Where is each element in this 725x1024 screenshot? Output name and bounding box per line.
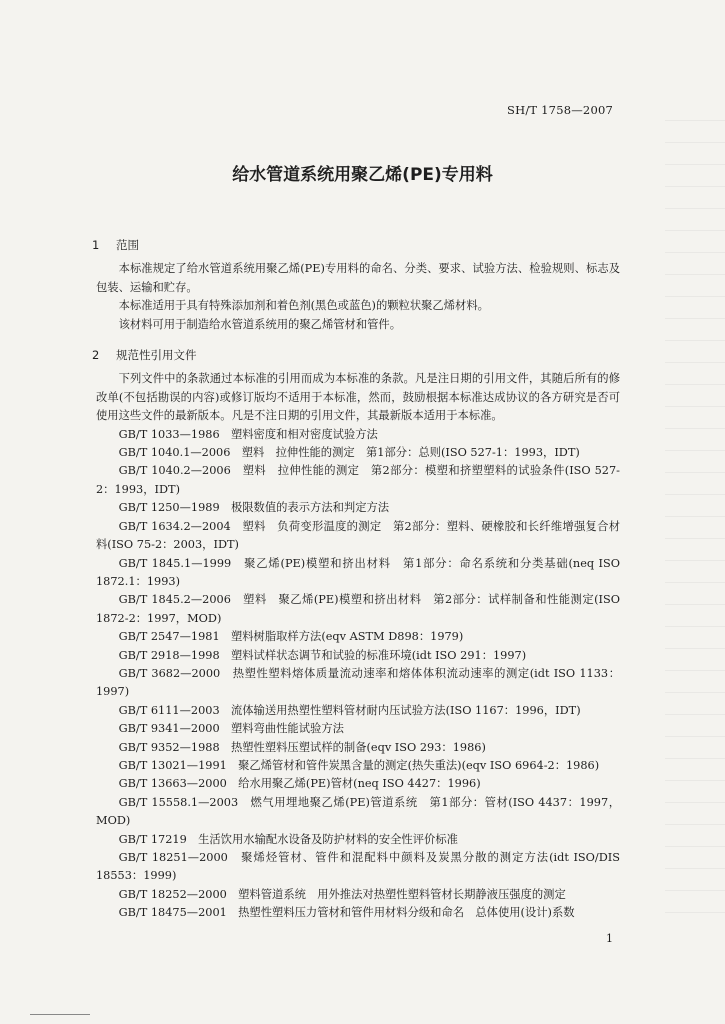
reference-item: GB/T 1634.2—2004 塑料 负荷变形温度的测定 第2部分：塑料、硬橡胶和长纤维增强复合材料(ISO 75-2：2003，IDT) [96, 519, 620, 552]
standard-code: SH/T 1758—2007 [507, 103, 613, 117]
reference-item: GB/T 9352—1988 热塑性塑料压塑试样的制备(eqv ISO 293：1986) [118, 740, 486, 754]
reference-list [96, 426, 620, 923]
scope-paragraph: 该材料可用于制造给水管道系统用的聚乙烯管材和管件。 [118, 317, 402, 331]
reference-item: GB/T 1033—1986 塑料密度和相对密度试验方法 [118, 427, 378, 441]
footer-rule [30, 1014, 90, 1015]
scan-edge-artifact [665, 120, 725, 920]
document-body [92, 232, 620, 923]
reference-item: GB/T 18252—2000 塑料管道系统 用外推法对热塑性塑料管材长期静液压强度的测定 [118, 887, 566, 901]
reference-item: GB/T 1040.2—2006 塑料 拉伸性能的测定 第2部分：模塑和挤塑塑料的试验条件(ISO 527-2：1993，IDT) [96, 464, 620, 496]
scope-paragraph: 本标准适用于具有特殊添加剂和着色剂(黑色或蓝色)的颗粒状聚乙烯材料。 [118, 299, 489, 313]
section-heading-scope [92, 236, 620, 254]
reference-item: GB/T 1845.2—2006 塑料 聚乙烯(PE)模塑和挤出材料 第2部分：试样制备和性能测定(ISO 1872-2：1997，MOD) [96, 593, 620, 625]
section-title: 规范性引用文件 [116, 348, 197, 363]
section-number: 2 [92, 348, 100, 363]
reference-item: GB/T 6111—2003 流体输送用热塑性塑料管材耐内压试验方法(ISO 1167：1996，IDT) [118, 703, 581, 717]
reference-item: GB/T 1040.1—2006 塑料 拉伸性能的测定 第1部分：总则(ISO 527-1：1993，IDT) [118, 446, 580, 460]
section-heading-normative-references [92, 346, 620, 364]
reference-item: GB/T 18251—2000 聚烯烃管材、管件和混配料中颜料及炭黑分散的测定方法(idt ISO/DIS 18553：1999) [96, 851, 620, 883]
reference-item: GB/T 15558.1—2003 燃气用埋地聚乙烯(PE)管道系统 第1部分：管材(ISO 4437：1997，MOD) [96, 795, 620, 828]
reference-item: GB/T 1845.1—1999 聚乙烯(PE)模塑和挤出材料 第1部分：命名系统和分类基础(neq ISO 1872.1：1993) [96, 556, 620, 588]
reference-item: GB/T 9341—2000 塑料弯曲性能试验方法 [118, 722, 344, 736]
section-number: 1 [92, 238, 100, 252]
section-title: 范围 [116, 238, 139, 252]
scope-paragraph: 本标准规定了给水管道系统用聚乙烯(PE)专用料的命名、分类、要求、试验方法、检验规则、标志及包装、运输和贮存。 [96, 262, 620, 294]
reference-item: GB/T 17219 生活饮用水输配水设备及防护材料的安全性评价标准 [118, 832, 458, 846]
document-title: 给水管道系统用聚乙烯(PE)专用料 [232, 165, 493, 185]
reference-item: GB/T 13663—2000 给水用聚乙烯(PE)管材(neq ISO 4427：1996) [118, 777, 481, 791]
references-intro-paragraph: 下列文件中的条款通过本标准的引用而成为本标准的条款。凡是注日期的引用文件，其随后所有的修改单(不包括勘误的内容)或修订版均不适用于本标准，然而，鼓励根据本标准达成协议的各方研究是否可使用这些文件的最新版本。凡是不注日期的引用文件，其最新版本适用于本标准。 [96, 372, 620, 423]
reference-item: GB/T 3682—2000 热塑性塑料熔体质量流动速率和熔体体积流动速率的测定(idt ISO 1133：1997) [96, 666, 620, 699]
page-number: 1 [606, 932, 613, 945]
reference-item: GB/T 18475—2001 热塑性塑料压力管材和管件用材料分级和命名 总体使用(设计)系数 [118, 906, 575, 920]
reference-item: GB/T 2547—1981 塑料树脂取样方法(eqv ASTM D898：1979) [118, 630, 464, 644]
reference-item: GB/T 2918—1998 塑料试样状态调节和试验的标准环境(idt ISO 291：1997) [118, 648, 527, 662]
reference-item: GB/T 13021—1991 聚乙烯管材和管件炭黑含量的测定(热失重法)(eqv ISO 6964-2：1986) [118, 758, 600, 772]
reference-item: GB/T 1250—1989 极限数值的表示方法和判定方法 [118, 501, 390, 515]
